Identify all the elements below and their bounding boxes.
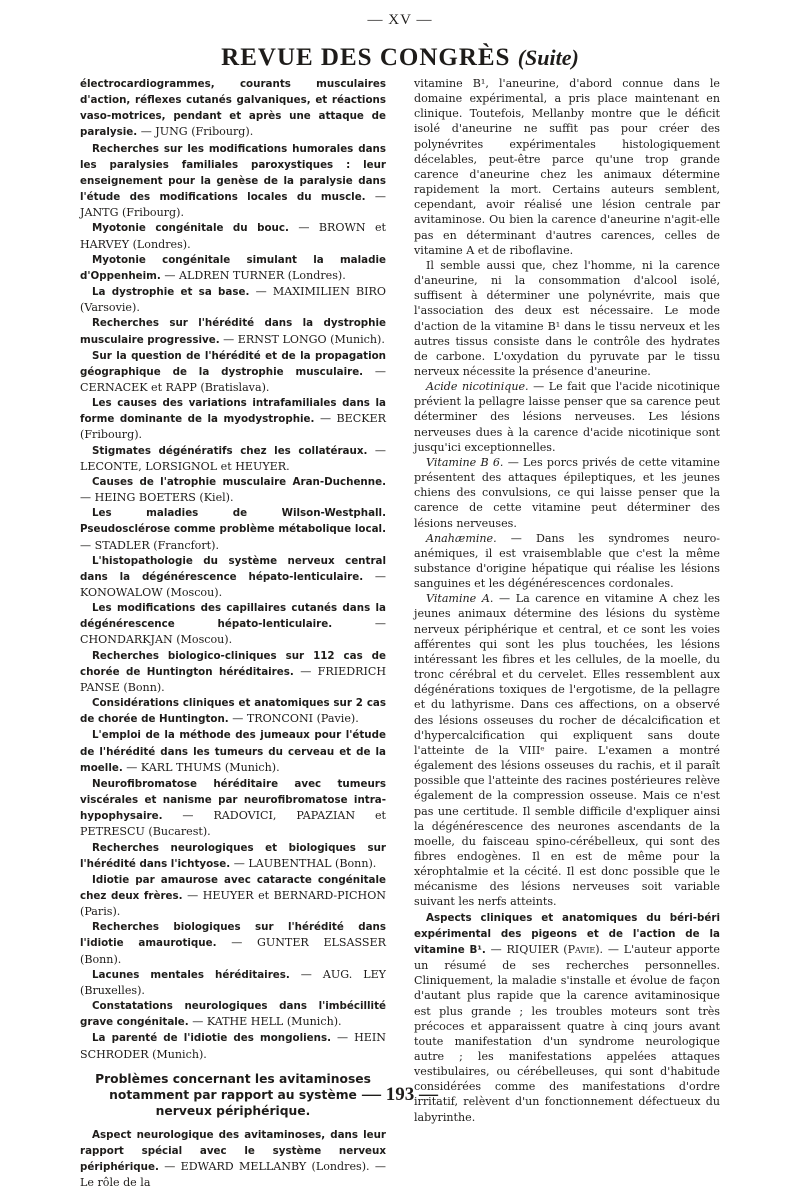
congress-entry <box>80 395 386 442</box>
congress-entry <box>80 840 386 872</box>
entry-author: — FRIEDRICH PANSE (Bonn). <box>80 664 386 694</box>
entry-author: — KATHE HELL (Munich). <box>192 1015 342 1029</box>
entry-title: La dystrophie et sa base. <box>92 286 250 299</box>
congress-entry <box>80 727 386 775</box>
folio-roman: — XV — <box>367 12 433 28</box>
congress-entry <box>80 967 386 998</box>
running-title <box>0 44 800 72</box>
entry-title: La parenté de l'idiotie des mongoliens. <box>92 1032 331 1045</box>
paragraph-text: — Dans les syndromes neuro-anémiques, il est vraisemblable que c'est la même substance d'origine hépatique qui réalise les lésions sanguines et les dégénérescences cordonales. <box>414 531 720 591</box>
congress-entry <box>80 695 386 727</box>
entry-author: — RIQUIER (Pavie). <box>485 942 604 956</box>
entry-title: Recherches neurologiques et biologiques sur l'hérédité dans l'ichtyose. <box>80 841 386 870</box>
entry-author: — CHONDARKJAN (Moscou). <box>80 617 387 647</box>
paragraph-lead: Vitamine B 6. <box>426 455 504 469</box>
entry-title: électrocardiogrammes, courants musculaires d'action, réflexes cutanés galvaniques, et réactions vaso-motrices, pendant et après une attaque de paralysie. <box>80 78 386 139</box>
congress-entry <box>80 315 386 347</box>
congress-entry <box>80 505 386 552</box>
congress-entry <box>80 600 386 647</box>
entry-author: — AUG. LEY (Bruxelles). <box>80 967 386 997</box>
paragraph-text: — La carence en vitamine A chez les jeunes animaux détermine des lésions du système nerveux périphérique et central, et ce sont les voies afférentes qui sont les plus touchées, les lésions intéressant les fibres et les cellules, de la moelle, du tronc cérébral et du cervelet. Elles ressemblent aux dégénérations toxiques de l'ergotisme, de la pellagre et du lathyrisme. Dans ces affections, on a observé des lésions osseuses du rocher de décalcification et d'hypercalcification qui expliquent sans doute l'atteinte de la VIIIᵉ paire. L'examen a montré également des lésions osseuses du rachis, et il paraît possible que l'atteinte des racines postérieures relève également de la compression osseuse. Mais ce n'est pas une certitude. Il semble difficile d'expliquer ainsi la dégénérescence des neurones ascendants de la moelle, du faisceau spino-cérébelleux, qui sont des fibres endogènes. Il en est de même pour la xérophtalmie et la cécité. Il est donc possible que le mécanisme des lésions nerveuses soit variable suivant les nerfs atteints. <box>414 592 720 909</box>
paragraph-lead: Acide nicotinique. <box>426 380 529 394</box>
entry-title: Neurofibromatose héréditaire avec tumeurs viscérales et nanisme par neurofibromatose intra-hypophysaire. <box>80 777 386 823</box>
entry-author: — CERNACEK et RAPP (Bratislava). <box>80 364 386 394</box>
entry-title: Les maladies de Wilson-Westphall. Pseudosclérose comme problème métabolique local. <box>80 507 386 536</box>
entry-title: Stigmates dégénératifs chez les collatéraux. <box>92 444 368 457</box>
congress-entry <box>80 648 386 695</box>
congress-entry <box>80 284 386 315</box>
entry-title: Recherches biologiques sur l'hérédité dans l'idiotie amaurotique. <box>80 921 386 950</box>
entry-author: — HEIN SCHRODER (Munich). <box>80 1031 386 1061</box>
entry-author: — ALDREN TURNER (Londres). <box>164 268 346 282</box>
entry-title: Myotonie congénitale simulant la maladie d'Oppenheim. <box>80 253 386 282</box>
congress-entry <box>80 872 386 919</box>
entry-title: Aspect neurologique des avitaminoses, dans leur rapport spécial avec le système nerveux périphérique. <box>80 1128 386 1173</box>
page-number: — 193 — <box>362 1084 438 1105</box>
paragraph-vitamin-b6 <box>414 455 720 531</box>
entry-author: — BECKER (Fribourg). <box>80 412 386 442</box>
entry-title: Recherches sur l'hérédité dans la dystrophie musculaire progressive. <box>80 317 386 346</box>
paragraph-text: — Les porcs privés de cette vitamine présentent des attaques épileptiques, et les jeunes chiens des convulsions, ce qui laisse penser que la carence de cette vitamine peut déterminer des lésions nerveuses. <box>414 455 720 530</box>
entry-title: Lacunes mentales héréditaires. <box>92 968 290 981</box>
entry-title: L'emploi de la méthode des jumeaux pour l'étude de l'hérédité dans les tumeurs du cerveau et de la moelle. <box>80 729 386 774</box>
congress-entry <box>80 776 386 840</box>
entry-title: Causes de l'atrophie musculaire Aran-Duchenne. <box>92 475 386 488</box>
congress-entry <box>80 474 386 505</box>
entry-author: — MAXIMILIEN BIRO (Varsovie). <box>80 285 386 315</box>
congress-entry <box>80 141 386 221</box>
congress-entry <box>80 1030 386 1061</box>
right-column <box>414 76 720 1124</box>
entry-author: — TRONCONI (Pavie). <box>232 712 359 726</box>
entry-title: Recherches sur les modifications humorales dans les paralysies familiales paroxystiques : leur enseignement pour la genèse de la paralysie dans l'étude des modifications locales du muscle. <box>80 142 386 204</box>
paragraph-vitamin-a <box>414 591 720 909</box>
entry-author: — EDWARD MELLANBY (Londres). — Le rôle de la <box>80 1160 386 1190</box>
running-title-suite: (Suite) <box>517 45 579 70</box>
entry-author: — RADOVICI, PAPAZIAN et PETRESCU (Bucarest). <box>80 809 386 839</box>
congress-entries-list <box>80 76 386 1062</box>
paragraph-anahaemine <box>414 531 720 592</box>
paragraph-nicotinic-acid <box>414 379 720 455</box>
entry-title: Myotonie congénitale du bouc. <box>92 222 289 235</box>
paragraph-aneurine: vitamine B¹, l'aneurine, d'abord connue dans le domaine expérimental, a pris place maintenant en clinique. Toutefois, Mellanby montre que le déficit isolé d'aneurine ne suffit pas pour créer des polynévrites expérimentales histologiquement décelables, peut-être parce qu'une trop grande carence d'aneurine chez les animaux détermine rapidement la mort. Certains auteurs semblent, cependant, avoir réalisé une lésion centrale par avitaminose. Ou bien la carence d'aneurine n'agit-elle pas en déterminant d'autres carences, celles de vitamine A et de riboflavine. <box>414 77 720 257</box>
entry-author: — STADLER (Francfort). <box>80 538 219 552</box>
running-title-text: REVUE DES CONGRÈS <box>221 44 511 71</box>
entry-author: — KARL THUMS (Munich). <box>126 760 280 774</box>
left-column <box>80 76 387 1190</box>
paragraph-text: — Le fait que l'acide nicotinique prévient la pellagre laisse penser que sa carence peut déterminer des lésions nerveuses. Les lésions nerveuses dues à la carence d'acide nicotinique sont jusqu'ici exceptionnelles. <box>414 380 720 454</box>
entry-author: — JUNG (Fribourg). <box>140 125 254 139</box>
congress-entry <box>80 348 386 395</box>
entry-author: — ERNST LONGO (Munich). <box>223 332 385 346</box>
entry-title: Idiotie par amaurose avec cataracte congénitale chez deux frères. <box>80 873 386 902</box>
entry-author: — LECONTE, LORSIGNOL et HEUYER. <box>80 443 386 473</box>
entry-author: — HEING BOETERS (Kiel). <box>80 491 234 505</box>
entry-author: — HEUYER et BERNARD-PICHON (Paris). <box>80 888 386 919</box>
entry-author: — JANTG (Fribourg). <box>80 190 386 220</box>
paragraph-lead: Vitamine A. <box>426 592 494 606</box>
entry-title: Constatations neurologiques dans l'imbécillité grave congénitale. <box>80 1000 386 1029</box>
congress-entry-mellanby <box>80 1127 386 1190</box>
congress-entry <box>80 76 386 141</box>
entry-author: — GUNTER ELSASSER (Bonn). <box>80 936 386 966</box>
paragraph-lead: Anahæmine. <box>426 531 497 545</box>
entry-author: — BROWN et HARVEY (Londres). <box>80 221 386 251</box>
congress-entry <box>80 919 386 966</box>
entry-text: — L'auteur apporte un résumé de ses recherches personnelles. Cliniquement, la maladie s'installe et évolue de façon d'autant plus rapide que la carence avitaminosique est plus grande ; les troubles moteurs sont très précoces et apparaissent quatre à cinq jours avant toute manifestation d'un syndrome neurologique autre ; les manifestations appelées attaques vestibulaires, ou cérébelleuses, qui sont d'habitude considérées comme des manifestations d'ordre irritatif, relèvent d'un fonctionnement défectueux du labyrinthe. <box>414 942 720 1124</box>
entry-title: L'histopathologie du système nerveux central dans la dégénérescence hépato-lenticulaire. <box>80 554 386 583</box>
entry-title: Les modifications des capillaires cutanés dans la dégénérescence hépato-lenticulaire. <box>80 602 386 631</box>
entry-author: — LAUBENTHAL (Bonn). <box>233 856 377 870</box>
entry-title: Recherches biologico-cliniques sur 112 cas de chorée de Huntington héréditaires. <box>80 649 386 678</box>
entry-title: Les causes des variations intrafamiliales dans la forme dominante de la myodystrophie. <box>80 397 386 426</box>
paragraph-alcohol: Il semble aussi que, chez l'homme, ni la carence d'aneurine, ni la consommation d'alcool isolé, suffisent à déterminer une polynévrite, mais que l'association des deux est nécessaire. Le mode d'action de la vitamine B¹ dans le tissu nerveux et les autres tissus consiste dans le contrôle des hydrates de carbone. L'oxydation du pyruvate par le tissu nerveux nécessite la présence d'aneurine. <box>414 258 720 378</box>
entry-title: Aspects cliniques et anatomiques du béri-béri expérimental des pigeons et de l'action de la vitamine B¹. <box>414 911 720 956</box>
section-heading: Problèmes concernant les avitaminoses notamment par rapport au système nerveux périphérique. <box>95 1071 371 1118</box>
congress-entry <box>80 553 386 600</box>
congress-entry <box>80 220 386 251</box>
entry-author: — KONOWALOW (Moscou). <box>80 569 387 599</box>
congress-entry <box>80 443 386 474</box>
congress-entry <box>80 252 386 284</box>
congress-entry <box>80 998 386 1030</box>
entry-title: Considérations cliniques et anatomiques sur 2 cas de chorée de Huntington. <box>80 697 386 726</box>
entry-title: Sur la question de l'hérédité et de la propagation géographique de la dystrophie musculaire. <box>80 349 386 378</box>
